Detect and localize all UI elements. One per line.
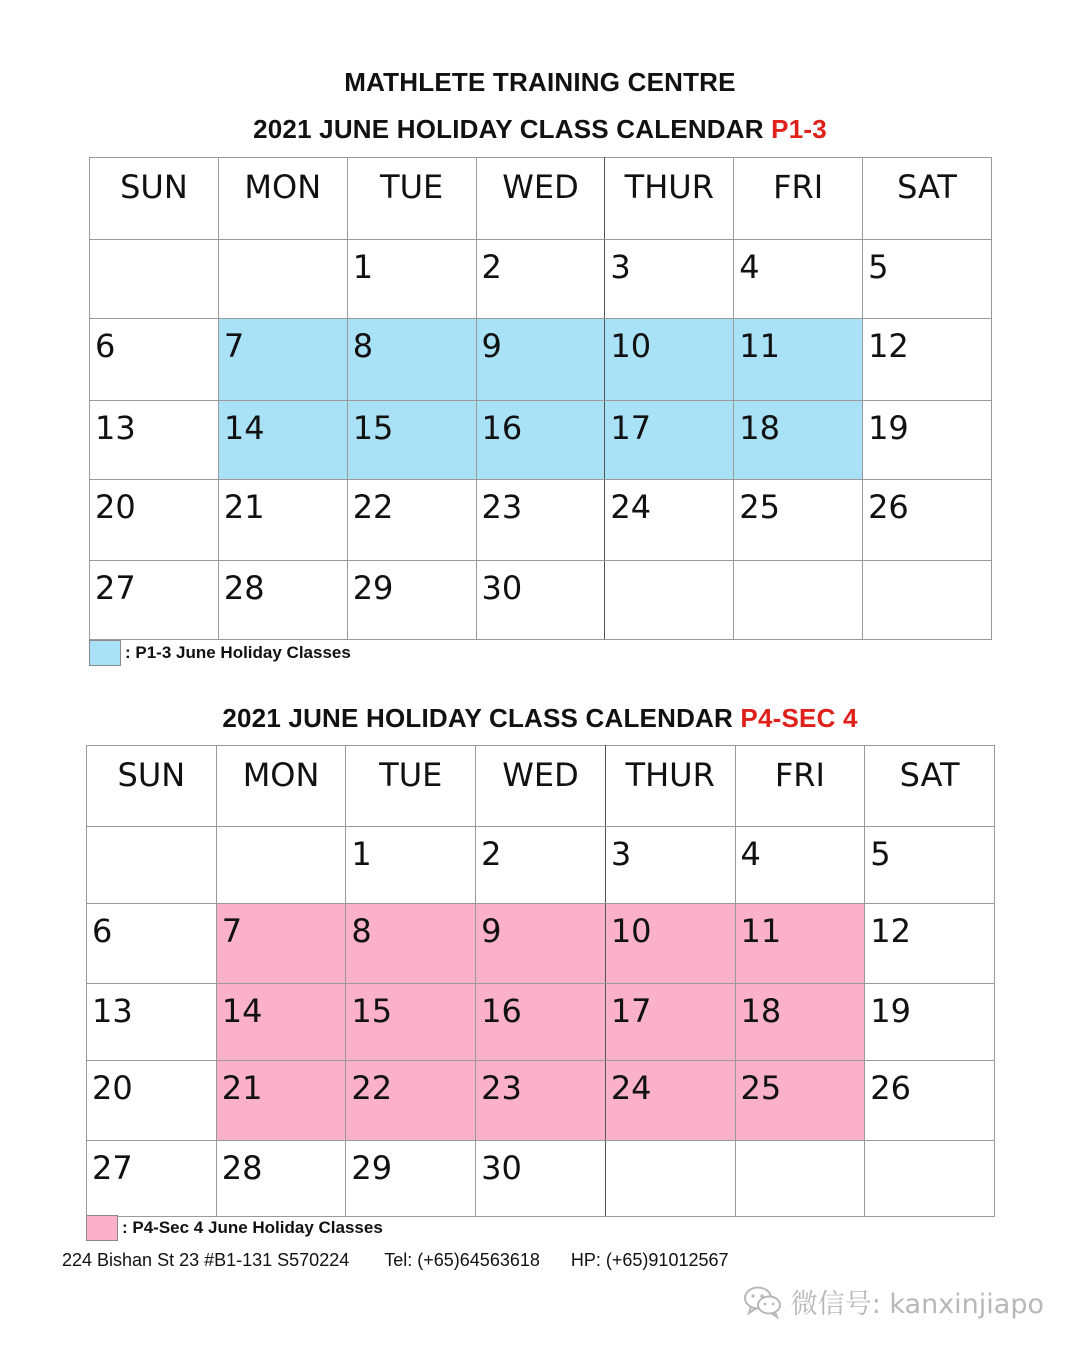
week-row xyxy=(90,561,992,640)
day-cell-12: 12 xyxy=(865,904,995,984)
calendar-title-p4-sec4 xyxy=(0,703,1080,734)
day-cell-7: 7 xyxy=(216,904,346,984)
empty-day-cell xyxy=(605,1141,735,1217)
week-row xyxy=(90,480,992,561)
day-cell-3: 3 xyxy=(605,240,734,319)
legend-label: : P1-3 June Holiday Classes xyxy=(125,643,351,662)
weekday-header-mon: MON xyxy=(216,746,346,827)
wechat-icon xyxy=(743,1285,783,1319)
watermark-text: 微信号: kanxinjiapo xyxy=(790,1289,1044,1320)
day-cell-6: 6 xyxy=(87,904,217,984)
day-cell-20: 20 xyxy=(90,480,219,561)
weekday-header-sat: SAT xyxy=(865,746,995,827)
day-cell-21: 21 xyxy=(218,480,347,561)
calendar-grid-p4-sec4 xyxy=(86,745,995,1217)
weekday-header-wed: WED xyxy=(476,158,605,240)
day-cell-26: 26 xyxy=(863,480,992,561)
day-cell-13: 13 xyxy=(90,401,219,480)
day-cell-7: 7 xyxy=(218,319,347,401)
day-cell-12: 12 xyxy=(863,319,992,401)
day-cell-18: 18 xyxy=(735,984,865,1061)
calendar-level-label: P1-3 xyxy=(771,114,827,144)
day-cell-30: 30 xyxy=(476,1141,606,1217)
day-cell-25: 25 xyxy=(734,480,863,561)
week-row xyxy=(87,827,995,904)
weekday-header-tue: TUE xyxy=(347,158,476,240)
day-cell-11: 11 xyxy=(735,904,865,984)
calendar-title-p1-3 xyxy=(0,114,1080,145)
empty-day-cell xyxy=(863,561,992,640)
day-cell-4: 4 xyxy=(735,827,865,904)
calendar-grid-p1-3 xyxy=(89,157,992,640)
day-cell-28: 28 xyxy=(216,1141,346,1217)
day-cell-1: 1 xyxy=(346,827,476,904)
day-cell-16: 16 xyxy=(476,401,605,480)
day-cell-15: 15 xyxy=(346,984,476,1061)
weekday-header-fri: FRI xyxy=(734,158,863,240)
week-row xyxy=(87,984,995,1061)
empty-day-cell xyxy=(605,561,734,640)
empty-day-cell xyxy=(87,827,217,904)
day-cell-24: 24 xyxy=(605,1061,735,1141)
day-cell-27: 27 xyxy=(87,1141,217,1217)
day-cell-29: 29 xyxy=(346,1141,476,1217)
day-cell-10: 10 xyxy=(605,319,734,401)
empty-day-cell xyxy=(735,1141,865,1217)
day-cell-23: 23 xyxy=(476,1061,606,1141)
day-cell-22: 22 xyxy=(346,1061,476,1141)
day-cell-2: 2 xyxy=(476,827,606,904)
day-cell-23: 23 xyxy=(476,480,605,561)
calendar-level-label: P4-SEC 4 xyxy=(740,703,858,733)
day-cell-9: 9 xyxy=(476,319,605,401)
hp-text: HP: (+65)91012567 xyxy=(570,1250,729,1270)
day-cell-11: 11 xyxy=(734,319,863,401)
calendar-title-text: 2021 JUNE HOLIDAY CLASS CALENDAR xyxy=(222,703,741,733)
week-row xyxy=(90,319,992,401)
weekday-header-thur: THUR xyxy=(605,158,734,240)
week-row xyxy=(87,1141,995,1217)
day-cell-13: 13 xyxy=(87,984,217,1061)
day-cell-28: 28 xyxy=(218,561,347,640)
legend-p1-3 xyxy=(89,640,351,666)
day-cell-22: 22 xyxy=(347,480,476,561)
day-cell-30: 30 xyxy=(476,561,605,640)
day-cell-27: 27 xyxy=(90,561,219,640)
legend-swatch-p1-3 xyxy=(89,640,121,666)
day-cell-19: 19 xyxy=(863,401,992,480)
day-cell-18: 18 xyxy=(734,401,863,480)
weekday-header-sun: SUN xyxy=(87,746,217,827)
day-cell-21: 21 xyxy=(216,1061,346,1141)
empty-day-cell xyxy=(865,1141,995,1217)
day-cell-4: 4 xyxy=(734,240,863,319)
day-cell-19: 19 xyxy=(865,984,995,1061)
empty-day-cell xyxy=(218,240,347,319)
empty-day-cell xyxy=(216,827,346,904)
day-cell-26: 26 xyxy=(865,1061,995,1141)
empty-day-cell xyxy=(90,240,219,319)
day-cell-9: 9 xyxy=(476,904,606,984)
legend-label: : P4-Sec 4 June Holiday Classes xyxy=(122,1218,383,1237)
weekday-header-wed: WED xyxy=(476,746,606,827)
contact-footer xyxy=(62,1250,729,1271)
weekday-header-tue: TUE xyxy=(346,746,476,827)
calendar-title-text: 2021 JUNE HOLIDAY CLASS CALENDAR xyxy=(253,114,772,144)
day-cell-1: 1 xyxy=(347,240,476,319)
week-row xyxy=(87,1061,995,1141)
day-cell-14: 14 xyxy=(218,401,347,480)
day-cell-10: 10 xyxy=(605,904,735,984)
day-cell-5: 5 xyxy=(865,827,995,904)
empty-day-cell xyxy=(734,561,863,640)
day-cell-24: 24 xyxy=(605,480,734,561)
week-row xyxy=(87,904,995,984)
day-cell-2: 2 xyxy=(476,240,605,319)
weekday-header-fri: FRI xyxy=(735,746,865,827)
day-cell-3: 3 xyxy=(605,827,735,904)
wechat-watermark xyxy=(743,1282,1044,1321)
centre-title: MATHLETE TRAINING CENTRE xyxy=(344,67,736,97)
weekday-header-sun: SUN xyxy=(90,158,219,240)
address-text: 224 Bishan St 23 #B1-131 S570224 xyxy=(62,1250,350,1270)
weekday-header-thur: THUR xyxy=(605,746,735,827)
legend-swatch-p4-sec4 xyxy=(86,1215,118,1241)
day-cell-15: 15 xyxy=(347,401,476,480)
day-cell-29: 29 xyxy=(347,561,476,640)
weekday-header-mon: MON xyxy=(218,158,347,240)
day-cell-25: 25 xyxy=(735,1061,865,1141)
week-row xyxy=(90,401,992,480)
day-cell-17: 17 xyxy=(605,401,734,480)
day-cell-6: 6 xyxy=(90,319,219,401)
day-cell-5: 5 xyxy=(863,240,992,319)
legend-p4-sec4 xyxy=(86,1215,383,1241)
day-cell-16: 16 xyxy=(476,984,606,1061)
day-cell-8: 8 xyxy=(347,319,476,401)
weekday-header-sat: SAT xyxy=(863,158,992,240)
day-cell-8: 8 xyxy=(346,904,476,984)
day-cell-17: 17 xyxy=(605,984,735,1061)
tel-text: Tel: (+65)64563618 xyxy=(384,1250,540,1270)
day-cell-20: 20 xyxy=(87,1061,217,1141)
week-row xyxy=(90,240,992,319)
day-cell-14: 14 xyxy=(216,984,346,1061)
